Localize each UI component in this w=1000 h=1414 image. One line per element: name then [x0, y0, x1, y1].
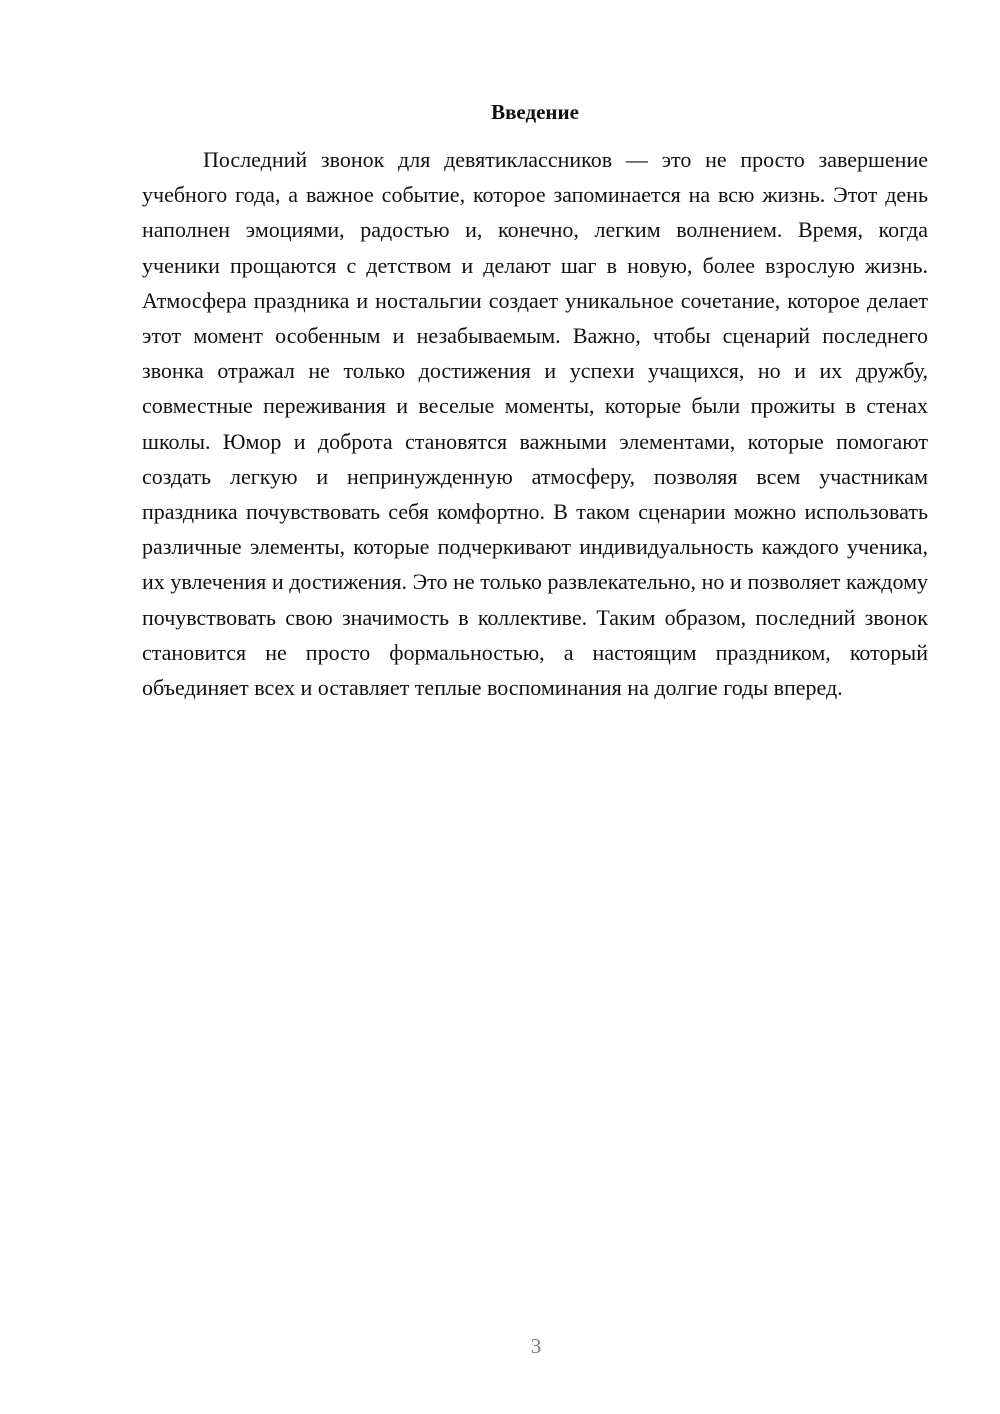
section-title: Введение	[491, 100, 579, 124]
page-number: 3	[530, 1334, 542, 1358]
intro-paragraph: Последний звонок для девятиклассников — это не просто завершение учебного года, а важное событие, которое запоминается на всю жизнь. Этот день наполнен эмоциями, радостью и, конечно, легким волнением. Время, когда ученики прощаются с детством и делают шаг в новую, более взрослую жизнь. Атмосфера праздника и ностальгии создает уникальное сочетание, которое делает этот момент особенным и незабываемым. Важно, чтобы сценарий последнего звонка отражал не только достижения и успехи учащихся, но и их дружбу, совместные переживания и веселые моменты, которые были прожиты в стенах школы. Юмор и доброта становятся важными элементами, которые помогают создать легкую и непринужденную атмосферу, позволяя всем участникам праздника почувствовать себя комфортно. В таком сценарии можно использовать различные элементы, которые подчеркивают индивидуальность каждого ученика, их увлечения и достижения. Это не только развлекательно, но и позволяет каждому почувствовать свою значимость в коллективе. Таким образом, последний звонок становится не просто формальностью, а настоящим праздником, который объединяет всех и оставляет теплые воспоминания на долгие годы вперед.	[142, 147, 928, 701]
